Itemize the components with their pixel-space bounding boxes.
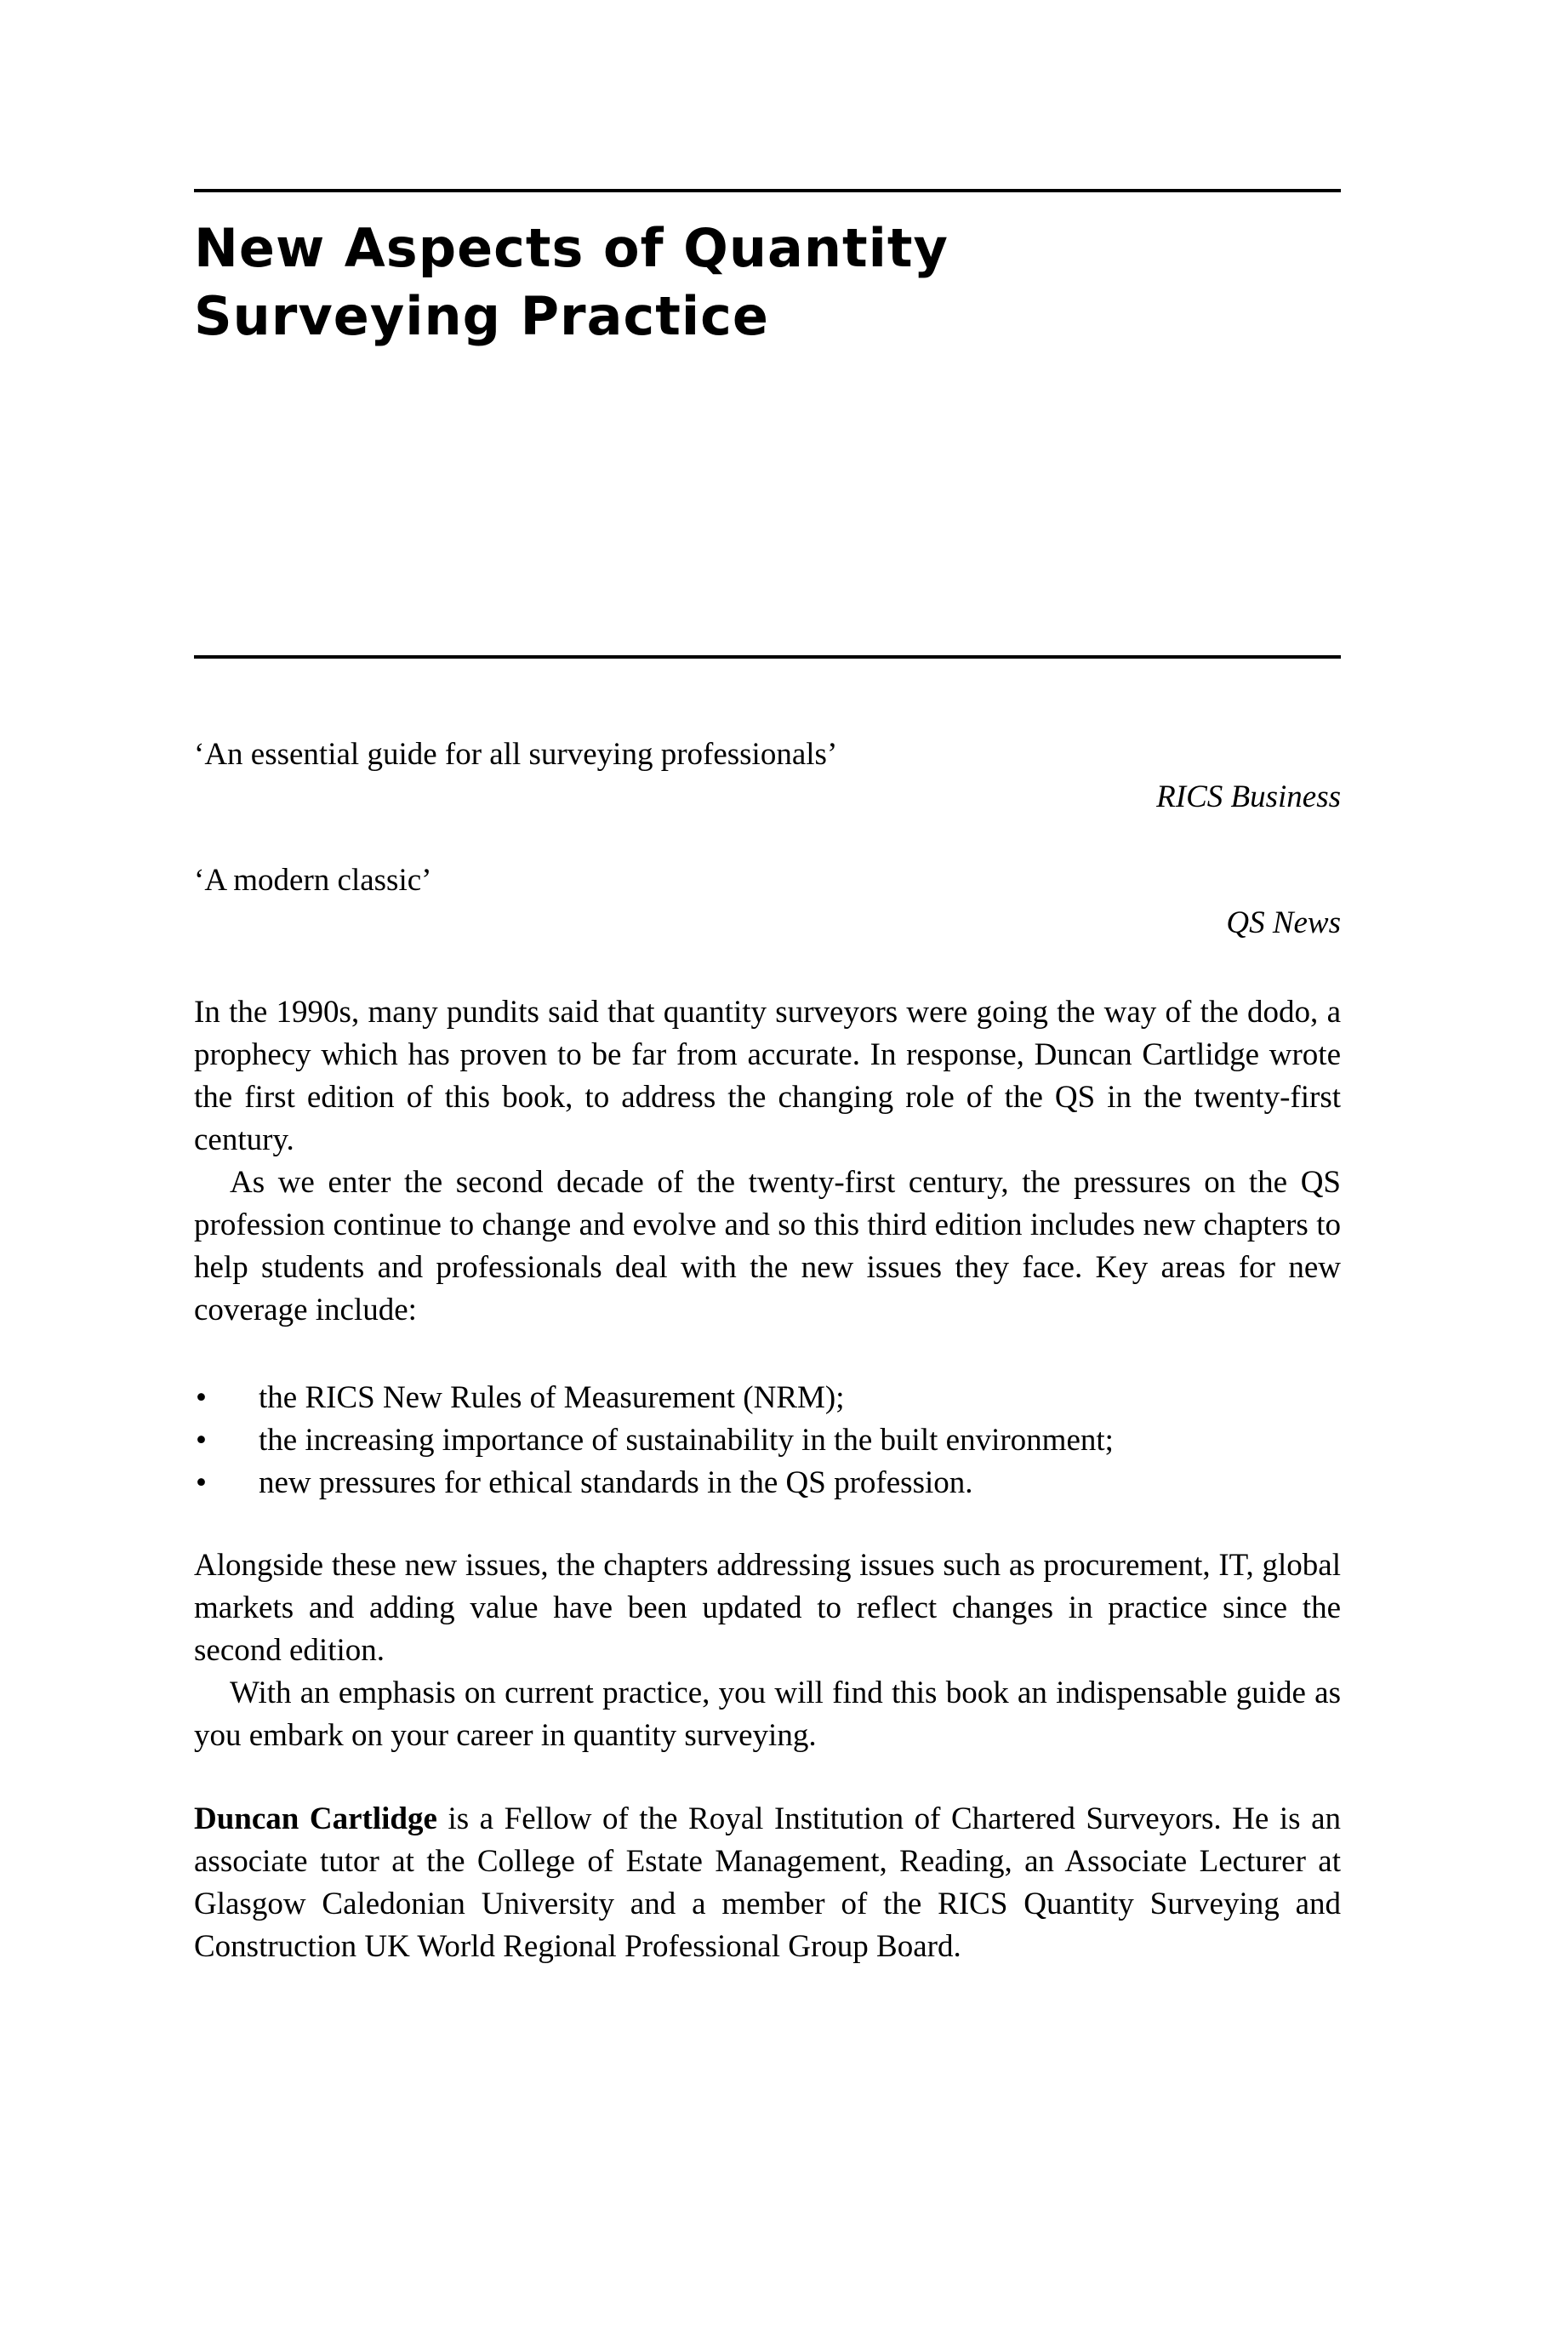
intro-paragraph-1: In the 1990s, many pundits said that quantity surveyors were going the way of the dodo, a prophecy which has proven to be far from accurate. In response, Duncan Cartlidge wrote the first edition of this book, to address the changing role of the QS in the twenty-first century. xyxy=(194,995,1341,1157)
endorsement-source: RICS Business xyxy=(1156,779,1341,814)
outro-paragraph-2: With an emphasis on current practice, you will find this book an indispensable guide as you embark on your career in quantity surveying. xyxy=(194,1676,1341,1753)
title-line-1: New Aspects of Quantity xyxy=(194,217,949,279)
author-name: Duncan Cartlidge xyxy=(194,1801,437,1836)
endorsement xyxy=(194,859,1341,945)
endorsement-quote: ‘A modern classic’ xyxy=(194,863,432,898)
bullet-icon: • xyxy=(196,1465,207,1500)
intro-section xyxy=(194,991,1341,1332)
author-bio-text: is a Fellow of the Royal Institution of Chartered Surveyors. He is an associate tutor at the College of Estate Management, Reading, an Associate Lecturer at Glasgow Caledonian University and a member of the RICS Quantity Surveying and Construction UK World Regional Professional Group Board. xyxy=(194,1801,1341,1964)
intro-paragraph-2: As we enter the second decade of the twenty-first century, the pressures on the QS profession continue to change and evolve and so this third edition includes new chapters to help students and professionals deal with the new issues they face. Key areas for new coverage include: xyxy=(194,1165,1341,1327)
bullet-icon: • xyxy=(196,1423,207,1458)
new-coverage-list xyxy=(194,1377,1341,1504)
list-item xyxy=(194,1377,1341,1419)
top-rule-divider xyxy=(194,189,1341,192)
author-bio xyxy=(194,1798,1341,1968)
list-item-text: new pressures for ethical standards in the QS profession. xyxy=(259,1465,973,1500)
list-item-text: the RICS New Rules of Measurement (NRM); xyxy=(259,1380,845,1415)
list-item xyxy=(194,1419,1341,1462)
author-bio-paragraph xyxy=(194,1798,1341,1968)
endorsement-source: QS News xyxy=(1226,905,1341,940)
bullet-icon: • xyxy=(196,1380,207,1415)
book-title xyxy=(194,214,949,351)
bottom-rule-divider xyxy=(194,655,1341,659)
list-item xyxy=(194,1462,1341,1504)
endorsement-quote: ‘An essential guide for all surveying professionals’ xyxy=(194,737,838,772)
list-item-text: the increasing importance of sustainability in the built environment; xyxy=(259,1423,1114,1458)
outro-paragraph-1: Alongside these new issues, the chapters addressing issues such as procurement, IT, global markets and adding value have been updated to reflect changes in practice since the second edition. xyxy=(194,1548,1341,1668)
title-line-2: Surveying Practice xyxy=(194,285,769,347)
outro-section xyxy=(194,1544,1341,1757)
endorsement xyxy=(194,734,1341,819)
